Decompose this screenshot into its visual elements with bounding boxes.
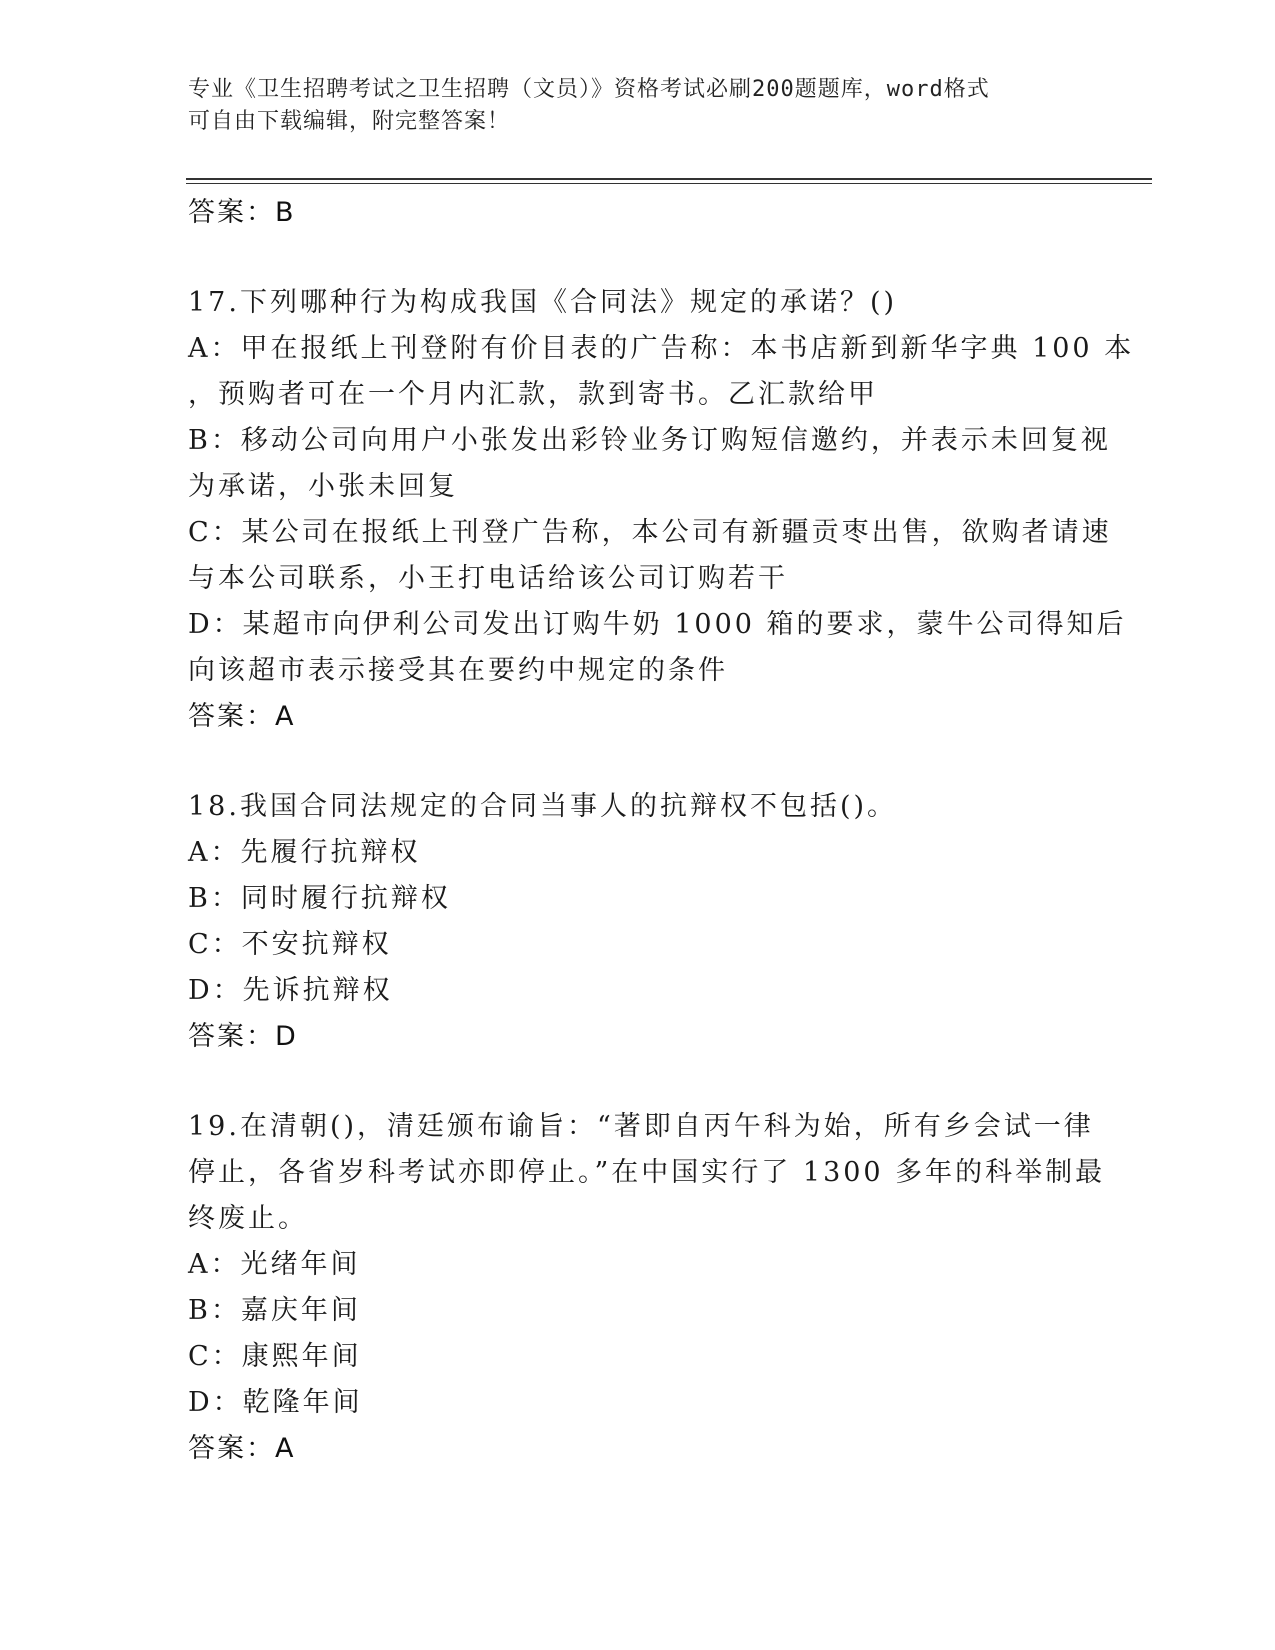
answer-label: 答案： [188, 197, 275, 228]
spacer [188, 236, 1088, 280]
option-c: C：康熙年间 [188, 1341, 362, 1372]
question-stem: 18.我国合同法规定的合同当事人的抗辩权不包括()。 [188, 791, 898, 822]
answer-line [188, 694, 1088, 740]
spacer [188, 740, 1088, 784]
question-stem-line-2: 停止，各省岁科考试亦即停止。”在中国实行了 1300 多年的科举制最 [188, 1157, 1106, 1188]
answer-line [188, 1014, 1088, 1060]
answer-label: 答案： [188, 701, 275, 732]
answer-line [188, 190, 1088, 236]
answer-line [188, 1426, 1088, 1472]
option-a: A：先履行抗辩权 [188, 837, 421, 868]
question-item [188, 1104, 1106, 1472]
answer-label: 答案： [188, 1433, 275, 1464]
answer-value: A [275, 1433, 296, 1464]
page-header [188, 74, 1088, 138]
option-b: B：嘉庆年间 [188, 1295, 361, 1326]
question-stem-line-3: 终废止。 [188, 1203, 308, 1234]
option-b-line-1: B：移动公司向用户小张发出彩铃业务订购短信邀约，并表示未回复视 [188, 425, 1111, 456]
option-c-line-1: C：某公司在报纸上刊登广告称，本公司有新疆贡枣出售，欲购者请速 [188, 517, 1112, 548]
header-line-2: 可自由下载编辑，附完整答案！ [188, 109, 511, 134]
answer-label: 答案： [188, 1021, 275, 1052]
answer-value: B [275, 197, 296, 228]
option-b: B：同时履行抗辩权 [188, 883, 451, 914]
header-rule-thick [186, 178, 1152, 180]
option-b-line-2: 为承诺，小张未回复 [188, 471, 458, 502]
question-stem: 17.下列哪种行为构成我国《合同法》规定的承诺？() [188, 287, 898, 318]
spacer [188, 1060, 1088, 1104]
answer-value: A [275, 701, 296, 732]
option-c: C：不安抗辩权 [188, 929, 392, 960]
header-rule-thin [186, 183, 1152, 184]
question-item [188, 784, 1088, 1060]
option-d: D：先诉抗辩权 [188, 975, 393, 1006]
question-list [188, 190, 1135, 1472]
option-d-line-1: D：某超市向伊利公司发出订购牛奶 1000 箱的要求，蒙牛公司得知后 [188, 609, 1127, 640]
option-a-line-2: ，预购者可在一个月内汇款，款到寄书。乙汇款给甲 [188, 379, 878, 410]
question-stem-line-1: 19.在清朝()，清廷颁布谕旨：“著即自丙午科为始，所有乡会试一律 [188, 1111, 1094, 1142]
option-d: D：乾隆年间 [188, 1387, 363, 1418]
answer-value: D [275, 1021, 298, 1052]
question-item [188, 280, 1135, 740]
header-line-1: 专业《卫生招聘考试之卫生招聘（文员）》资格考试必刷200题题库，word格式 [188, 77, 990, 102]
option-a-line-1: A：甲在报纸上刊登附有价目表的广告称：本书店新到新华字典 100 本 [188, 333, 1135, 364]
option-d-line-2: 向该超市表示接受其在要约中规定的条件 [188, 655, 728, 686]
option-a: A：光绪年间 [188, 1249, 361, 1280]
option-c-line-2: 与本公司联系，小王打电话给该公司订购若干 [188, 563, 788, 594]
